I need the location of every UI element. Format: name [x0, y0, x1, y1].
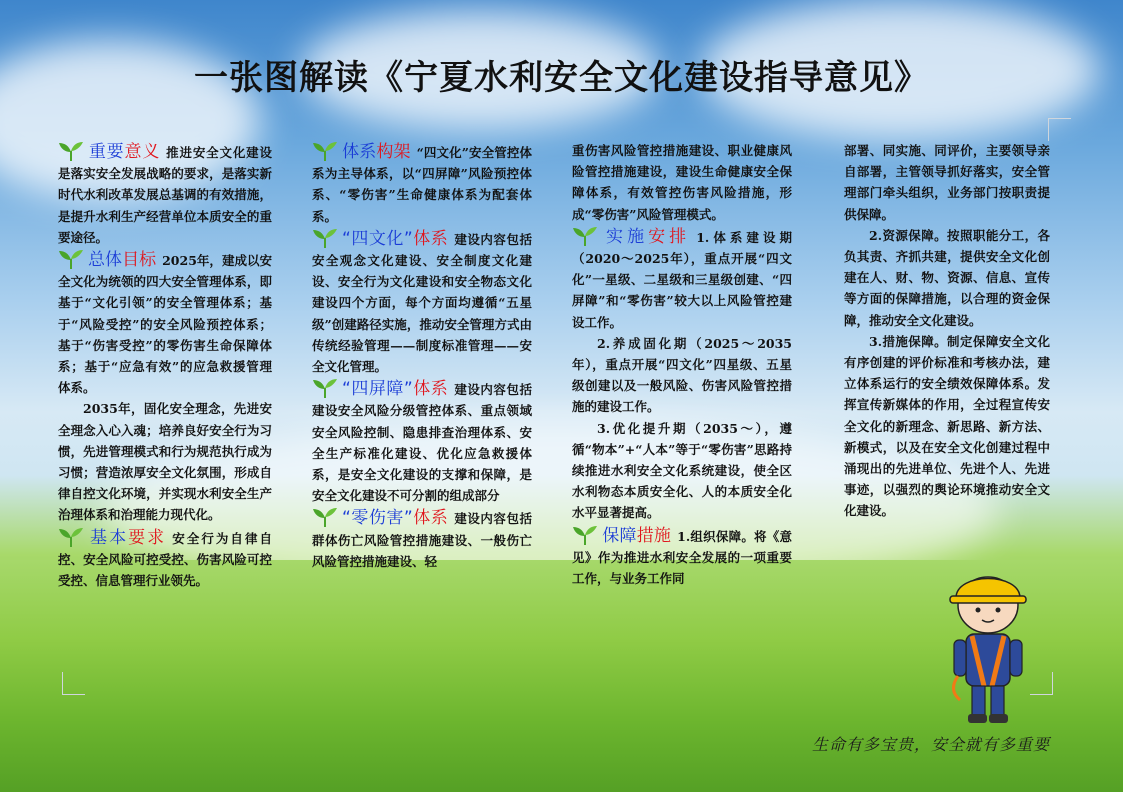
sprout-icon: [58, 248, 84, 270]
paragraph: 2.资源保障。按照职能分工，各负其责、齐抓共建，提供安全文化创建在人、财、物、资源、信息、宣传等方面的保障措施，以合理的资金保障，推动安全文化建设。: [844, 227, 1050, 328]
section-four-culture: “四文化”体系 建设内容包括安全观念文化建设、安全制度文化建设、安全行为文化建设和安全物态文化建设四个方面，每个方面均遵循“五星级”创建路径实施，推动安全管理方式由传统经验管理——制度标准管理——安全文化管理。: [312, 228, 532, 375]
paragraph: 2.养成固化期（2025～2035年），重点开展“四文化”四星级、五星级创建以及一般风险、伤害风险管控措施的建设工作。: [572, 335, 792, 415]
paragraph: 3.措施保障。制定保障安全文化有序创建的评价标准和考核办法，建立体系运行的安全绩效保障体系。发挥宣传新媒体的作用，全过程宣传安全文化的新理念、新思路、新方法、新模式，以及在安全文化创建过程中涌现出的先进单位、先进个人、先进事迹，以强烈的舆论环境推动安全文化建设。: [844, 333, 1050, 519]
sprout-icon: [312, 377, 338, 399]
page-title: 一张图解读《宁夏水利安全文化建设指导意见》: [194, 58, 929, 98]
section-heading: 实施安排: [602, 226, 691, 247]
section-heading: “四屏障”体系: [342, 379, 449, 400]
section-overall-goal: 总体目标 2025年，建成以安全文化为统领的四大安全管理体系，即基于“文化引领”的安全管理体系；基于“风险受控”的安全风险预控体系；基于“伤害受控”的零伤害生命保障体系；基于“应急有效”的应急救援管理体系。: [58, 250, 273, 396]
crop-mark: [62, 672, 85, 695]
sprout-icon: [312, 506, 338, 528]
section-basic-requirements: 基本要求 安全行为自律自控、安全风险可控受控、伤害风险可控受控、信息管理行业领先。: [58, 527, 272, 589]
section-implementation: 实施安排 1.体系建设期（2020～2025年），重点开展“四文化”一星级、二星级和三星级创建、“四屏障”和“零伤害”较大以上风险管控建设工作。: [572, 226, 793, 330]
sprout-icon: [572, 225, 598, 247]
paragraph: 2035年，固化安全理念，先进安全理念入心入魂；培养良好安全行为习惯，先进管理模式和行为规范执行成为习惯；营造浓厚安全文化氛围，形成自律自控文化环境，并实现水利安全生产治理体系和治理能力现代化。: [58, 401, 272, 523]
section-significance: 重要意义 推进安全文化建设是落实安全发展战略的要求，是落实新时代水利改革发展总基调的有效措施，是提升水利生产经营单位本质安全的重要途径。: [58, 142, 272, 245]
paragraph: 重伤害风险管控措施建设、职业健康风险管控措施建设，建设生命健康安全保障体系，有效管控伤害风险措施，形成“零伤害”风险管理模式。: [572, 143, 792, 222]
section-heading: 基本要求: [88, 527, 167, 548]
slogan: 生命有多宝贵，安全就有多重要: [812, 735, 1051, 754]
column-2: [312, 140, 532, 572]
column-4: [844, 140, 1050, 522]
paragraph: 部署、同实施、同评价，主要领导亲自部署，主管领导抓好落实，安全管理部门牵头组织，业务部门按职责提供保障。: [844, 143, 1050, 222]
crop-mark: [1048, 118, 1071, 141]
column-3: [572, 140, 792, 589]
sprout-icon: [572, 524, 598, 546]
sprout-icon: [312, 140, 338, 162]
section-heading: “零伤害”体系: [342, 508, 449, 529]
safety-worker-icon: [938, 560, 1038, 730]
sprout-icon: [312, 227, 338, 249]
section-heading: 重要意义: [88, 142, 161, 162]
column-1: [58, 140, 272, 591]
section-framework: 体系构架 “四文化”安全管控体系为主导体系，以“四屏障”风险预控体系、“零伤害”生命健康体系为配套体系。: [312, 142, 533, 224]
sprout-icon: [58, 526, 84, 548]
section-heading: 体系构架: [342, 142, 411, 162]
paragraph: 3.优化提升期（2035～），遵循“物本”+“人本”等于“零伤害”思路持续推进水利安全文化系统建设，使全区水利物态本质安全化、人的本质安全化水平显著提高。: [572, 420, 792, 521]
section-zero-injury: “零伤害”体系 建设内容包括群体伤亡风险管控措施建设、一般伤亡风险管控措施建设、轻: [312, 508, 532, 569]
section-safeguards: 保障措施 1.组织保障。将《意见》作为推进水利安全发展的一项重要工作，与业务工作同: [572, 525, 792, 587]
section-heading: “四文化”体系: [342, 228, 449, 249]
section-four-barrier: “四屏障”体系 建设内容包括建设安全风险分级管控体系、重点领域安全风险控制、隐患排查治理体系、安全生产标准化建设、优化应急救援体系，是安全文化建设的支撑和保障，是安全文化建设不可分割的组成部分: [312, 379, 532, 504]
sprout-icon: [58, 140, 84, 162]
section-heading: 总体目标: [88, 250, 157, 271]
section-heading: 保障措施: [602, 525, 672, 546]
